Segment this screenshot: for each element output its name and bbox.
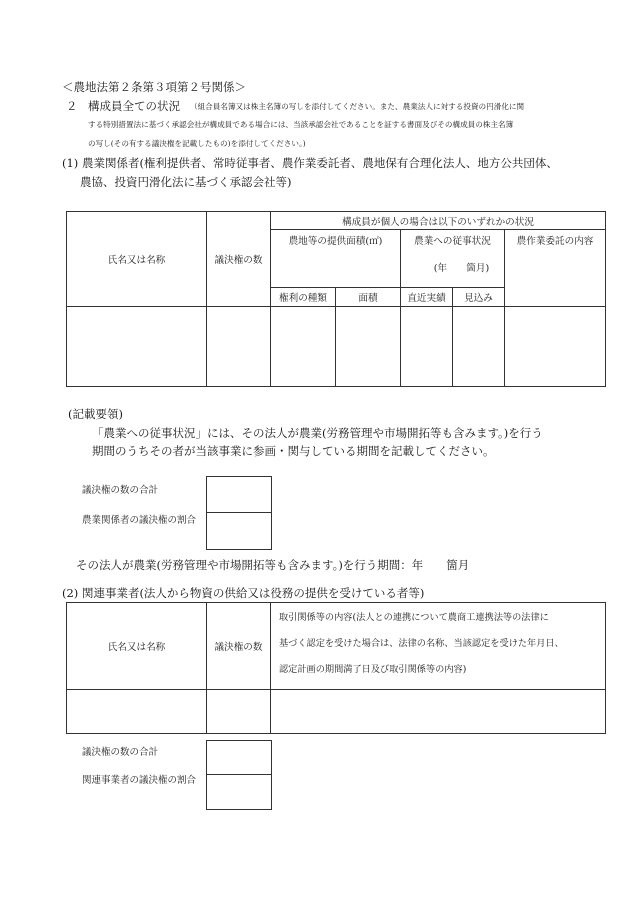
forecast-header: 見込み: [453, 288, 505, 306]
individual-status-header: 構成員が個人の場合は以下のいずれかの状況: [271, 212, 606, 230]
entry-forecast-cell[interactable]: [453, 306, 505, 386]
entry-name-cell[interactable]: [67, 306, 207, 386]
entry-votes-cell[interactable]: [207, 306, 271, 386]
section-number: ２: [66, 99, 78, 113]
agri-votes-ratio-input[interactable]: [207, 513, 271, 549]
transaction-content-line3: 認定計画の期間満了日及び取引関係等の内容): [279, 664, 467, 675]
section-note-line2: する特別措置法に基づく承認会社が構成員である場合には、当該承認会社であることを証する書面及びその構成員の株主名簿: [88, 120, 514, 129]
transaction-content-header: [271, 603, 606, 690]
agri-related-heading-line1: (1) 農業関係者(権利提供者、常時従事者、農作業委託者、農地保有合理化法人、地方公共団体、: [62, 156, 558, 170]
rb-votes-ratio-label: 関連事業者の議決権の割合: [82, 775, 197, 786]
engagement-unit: (年 箇月): [433, 263, 490, 275]
related-business-heading: (2) 関連事業者(法人から物資の供給又は役務の提供を受けている者等): [62, 586, 425, 600]
rb-entry-content-cell[interactable]: [271, 690, 606, 734]
guidelines-line1: 「農業への従事状況」には、その法人が農業(労務管理や市場開拓等も含みます。)を行う: [92, 426, 543, 440]
related-business-table: [66, 602, 606, 734]
farming-period-statement: その法人が農業(労務管理や市場開拓等も含みます。)を行う期間：年 箇月: [76, 558, 470, 572]
section-note-line3: の写し(その有する議決権を記載したもの)を添付してください。): [88, 139, 306, 148]
rb-entry-name-cell[interactable]: [67, 690, 207, 734]
guidelines-line2: 期間のうちその者が当該事業に参画・関与している期間を記載してください。: [92, 444, 495, 458]
right-type-header: 権利の種類: [271, 288, 336, 306]
rb-votes-ratio-input[interactable]: [207, 775, 271, 809]
guidelines-heading: (記載要領): [68, 407, 123, 421]
article-reference: ＜農地法第２条第３項第２号関係＞: [62, 80, 246, 94]
entry-outsourcing-cell[interactable]: [505, 306, 606, 386]
entry-right-type-cell[interactable]: [271, 306, 336, 386]
outsourcing-header: 農作業委託の内容: [505, 230, 606, 306]
rb-total-votes-label: 議決権の数の合計: [82, 747, 159, 758]
summary2-box: [206, 740, 272, 810]
summary1-box: [206, 476, 272, 550]
agri-votes-ratio-label: 農業関係者の議決権の割合: [82, 515, 197, 526]
transaction-content-line1: 取引関係等の内容(法人との連携について農商工連携法等の法律に: [279, 612, 549, 623]
area-header: 面積: [336, 288, 401, 306]
agri-related-heading-line2: 農協、投資円滑化法に基づく承認会社等): [80, 175, 292, 189]
rb-total-votes-input[interactable]: [207, 741, 271, 775]
entry-area-cell[interactable]: [336, 306, 401, 386]
rb-votes-column-header: 議決権の数: [207, 603, 271, 690]
rb-entry-votes-cell[interactable]: [207, 690, 271, 734]
engagement-header-label: 農業への従事状況: [414, 236, 491, 248]
votes-column-header: 議決権の数: [207, 212, 271, 307]
recent-record-header: 直近実績: [401, 288, 453, 306]
engagement-header: [401, 230, 505, 288]
section-title: 構成員全ての状況: [88, 99, 180, 113]
section-note-line1: （組合員名簿又は株主名簿の写しを添付してください。また、農業法人に対する投資の円滑化に関: [190, 102, 525, 111]
entry-recent-cell[interactable]: [401, 306, 453, 386]
rb-name-column-header: 氏名又は名称: [67, 603, 207, 690]
name-column-header: 氏名又は名称: [67, 212, 207, 307]
land-area-header: 農地等の提供面積(㎡): [271, 230, 401, 288]
agri-related-table: [66, 211, 606, 387]
transaction-content-line2: 基づく認定を受けた場合は、法律の名称、当該認定を受けた年月日、: [279, 638, 564, 649]
total-votes-input[interactable]: [207, 477, 271, 513]
total-votes-label: 議決権の数の合計: [82, 485, 159, 496]
